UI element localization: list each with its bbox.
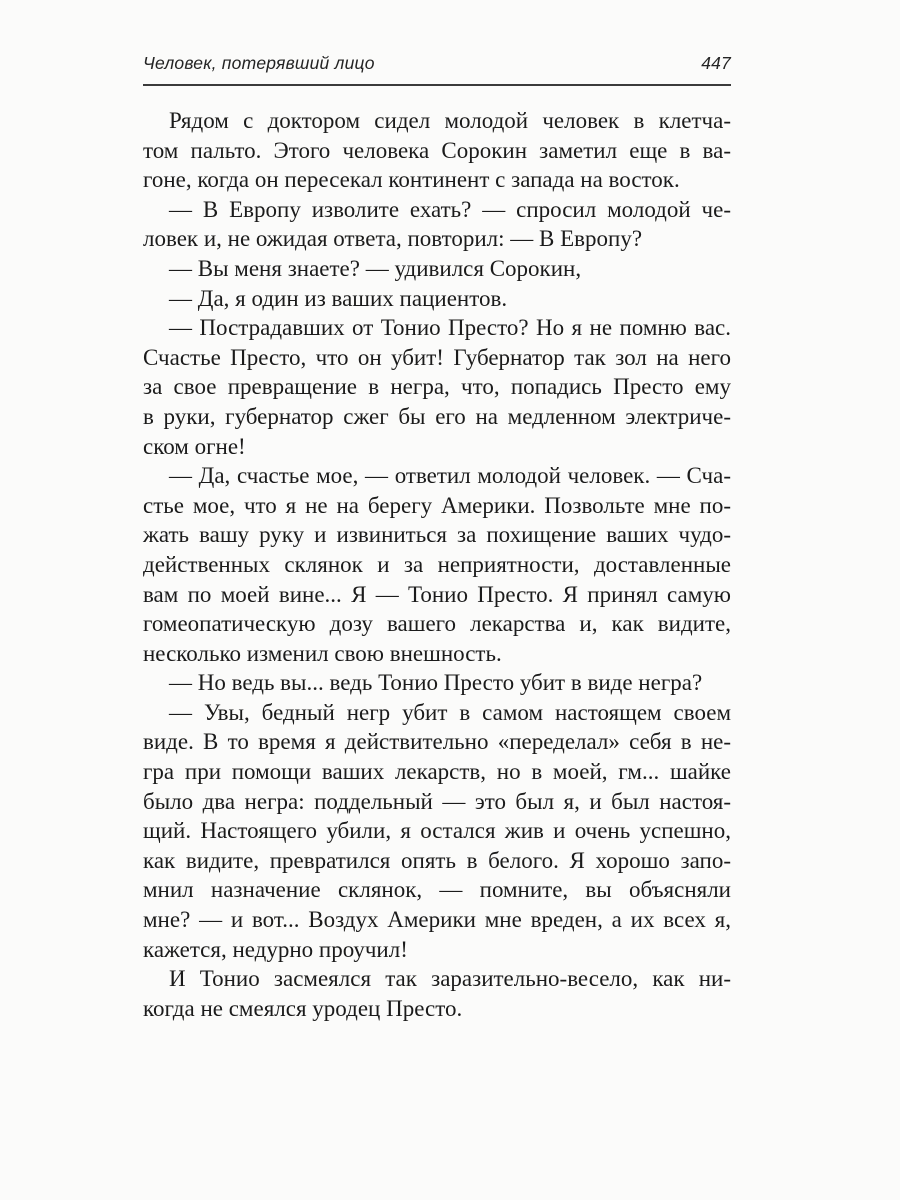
text-line: было два негра: поддельный — это был я, и был настоя-: [143, 788, 731, 814]
paragraph: [143, 668, 731, 698]
text-line: И Тонио засмеялся так заразительно-весело, как ни-: [169, 966, 731, 992]
paragraph: [143, 461, 731, 668]
text-line: мнил назначение склянок, — помните, вы объясняли: [143, 877, 731, 903]
text-line: ловек и, не ожидая ответа, повторил: — В Европу?: [143, 226, 643, 252]
text-line: — Увы, бедный негр убит в самом настоящем своем: [169, 699, 731, 725]
text-line: гоне, когда он пересекал континент с запада на восток.: [143, 167, 680, 193]
paragraph: [143, 964, 731, 1023]
text-line: как видите, превратился опять в белого. Я хорошо запо-: [143, 847, 731, 873]
text-line: жать вашу руку и извиниться за похищение ваших чудо-: [143, 522, 731, 548]
text-line: мне? — и вот... Воздух Америки мне вреден, а их всех я,: [143, 907, 731, 933]
text-line: гра при помощи ваших лекарств, но в моей, гм... шайке: [143, 759, 731, 785]
text-line: — Но ведь вы... ведь Тонио Престо убит в виде негра?: [169, 670, 703, 696]
text-line: вам по моей вине... Я — Тонио Престо. Я принял самую: [143, 581, 731, 607]
text-line: щий. Настоящего убили, я остался жив и очень успешно,: [143, 818, 731, 844]
text-line: Счастье Престо, что он убит! Губернатор так зол на него: [143, 344, 731, 370]
text-line: действенных склянок и за неприятности, доставленные: [143, 551, 731, 577]
paragraph: [143, 195, 731, 254]
running-header: [143, 53, 731, 74]
running-title: Человек, потерявший лицо: [143, 53, 375, 73]
text-line: виде. В то время я действительно «переделал» себя в не-: [143, 729, 731, 755]
text-line: кажется, недурно проучил!: [143, 936, 408, 962]
text-line: — Пострадавших от Тонио Престо? Но я не помню вас.: [169, 315, 731, 341]
paragraph: [143, 284, 731, 314]
text-line: том пальто. Этого человека Сорокин заметил еще в ва-: [143, 137, 731, 163]
text-line: ском огне!: [143, 433, 246, 459]
text-line: — Да, я один из ваших пациентов.: [169, 285, 508, 311]
text-line: Рядом с доктором сидел молодой человек в клетча-: [169, 108, 731, 133]
text-line: когда не смеялся уродец Престо.: [143, 995, 463, 1021]
page-number: 447: [701, 53, 731, 73]
text-line: — Вы меня знаете? — удивился Сорокин,: [169, 255, 582, 281]
text-line: — Да, счастье мое, — ответил молодой человек. — Сча-: [169, 463, 731, 489]
paragraph: [143, 254, 731, 284]
paragraph: [143, 106, 731, 195]
text-line: в руки, губернатор сжег бы его на медленном электриче-: [143, 403, 731, 429]
header-rule: [143, 84, 731, 86]
text-line: гомеопатическую дозу вашего лекарства и, как видите,: [143, 611, 731, 637]
paragraph: [143, 698, 731, 964]
text-line: несколько изменил свою внешность.: [143, 640, 502, 666]
text-line: стье мое, что я не на берегу Америки. Позвольте мне по-: [143, 492, 731, 518]
paragraph: [143, 313, 731, 461]
text-line: за свое превращение в негра, что, попадись Престо ему: [143, 374, 731, 400]
text-line: — В Европу изволите ехать? — спросил молодой че-: [169, 196, 731, 222]
body-text: [143, 106, 731, 1023]
